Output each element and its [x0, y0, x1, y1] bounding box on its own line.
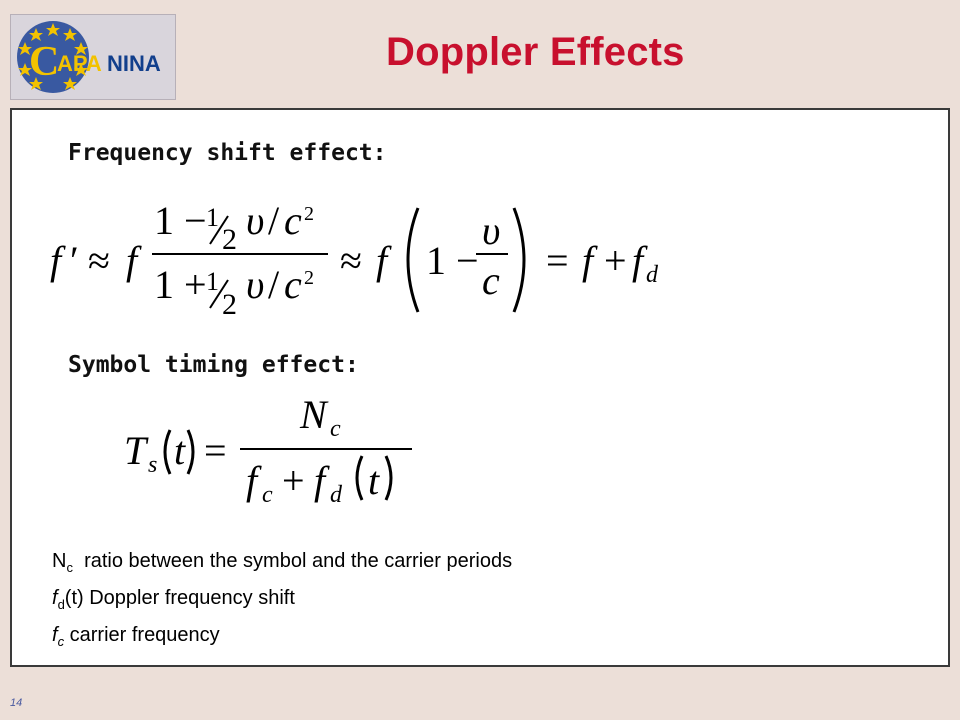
svg-text:2: 2	[222, 223, 237, 256]
svg-text:C: C	[29, 39, 60, 85]
svg-text:f: f	[314, 458, 326, 503]
svg-text:=: =	[204, 428, 227, 473]
capanina-logo	[10, 14, 176, 100]
page-number: 14	[10, 697, 23, 709]
svg-text:T: T	[124, 428, 147, 473]
svg-text:t: t	[368, 458, 380, 503]
svg-text:f: f	[376, 238, 388, 283]
legend-item-nc: $N_c$ ratio between the symbol and the carrier periods	[52, 550, 513, 575]
svg-text:f: f	[582, 238, 594, 283]
svg-text:APA: APA	[57, 51, 102, 76]
svg-text:+: +	[282, 458, 305, 503]
svg-text:f: f	[246, 458, 258, 503]
frequency-shift-equation	[46, 194, 666, 324]
svg-text:1: 1	[206, 267, 219, 296]
svg-text:1 +: 1 +	[154, 262, 207, 307]
svg-text:/: /	[268, 262, 280, 307]
legend-item-fc: $f_c$ carrier frequency	[52, 624, 220, 649]
svg-text:d: d	[330, 482, 342, 506]
svg-text:2: 2	[304, 203, 314, 225]
svg-text:c: c	[482, 258, 500, 303]
content-panel	[10, 108, 950, 667]
eu-stars-logo-icon	[11, 15, 175, 99]
svg-text:2: 2	[304, 267, 314, 289]
symbol-timing-heading: Symbol timing effect:	[68, 352, 359, 378]
svg-text:NINA: NINA	[107, 51, 161, 76]
svg-text:s: s	[148, 452, 158, 478]
svg-text:f: f	[126, 238, 138, 283]
svg-text:2: 2	[222, 288, 237, 321]
svg-text:f: f	[632, 238, 644, 283]
svg-text:c: c	[284, 198, 302, 243]
svg-text:+: +	[604, 238, 627, 283]
svg-text:d: d	[646, 262, 658, 288]
svg-text:t: t	[174, 428, 186, 473]
svg-text:υ: υ	[246, 262, 265, 307]
legend-item-fd: $f_d(t)$ Doppler frequency shift	[52, 587, 295, 612]
svg-text:υ: υ	[482, 208, 501, 253]
svg-text:υ: υ	[246, 198, 265, 243]
svg-text:1 −: 1 −	[154, 198, 207, 243]
svg-text:/: /	[268, 198, 280, 243]
svg-text:N: N	[300, 394, 327, 437]
svg-text:c: c	[262, 482, 273, 506]
symbol-timing-equation	[116, 394, 426, 506]
svg-text:c: c	[330, 416, 341, 442]
svg-text:≈: ≈	[88, 238, 110, 283]
svg-text:1 −: 1 −	[426, 238, 479, 283]
slide-title: Doppler Effects	[386, 30, 685, 74]
svg-text:′: ′	[70, 238, 79, 283]
svg-text:=: =	[546, 238, 569, 283]
svg-text:c: c	[284, 262, 302, 307]
svg-text:≈: ≈	[340, 238, 362, 283]
svg-text:1: 1	[206, 203, 219, 232]
frequency-shift-heading: Frequency shift effect:	[68, 140, 387, 166]
svg-text:f: f	[50, 238, 62, 283]
symbol-legend	[52, 546, 512, 657]
